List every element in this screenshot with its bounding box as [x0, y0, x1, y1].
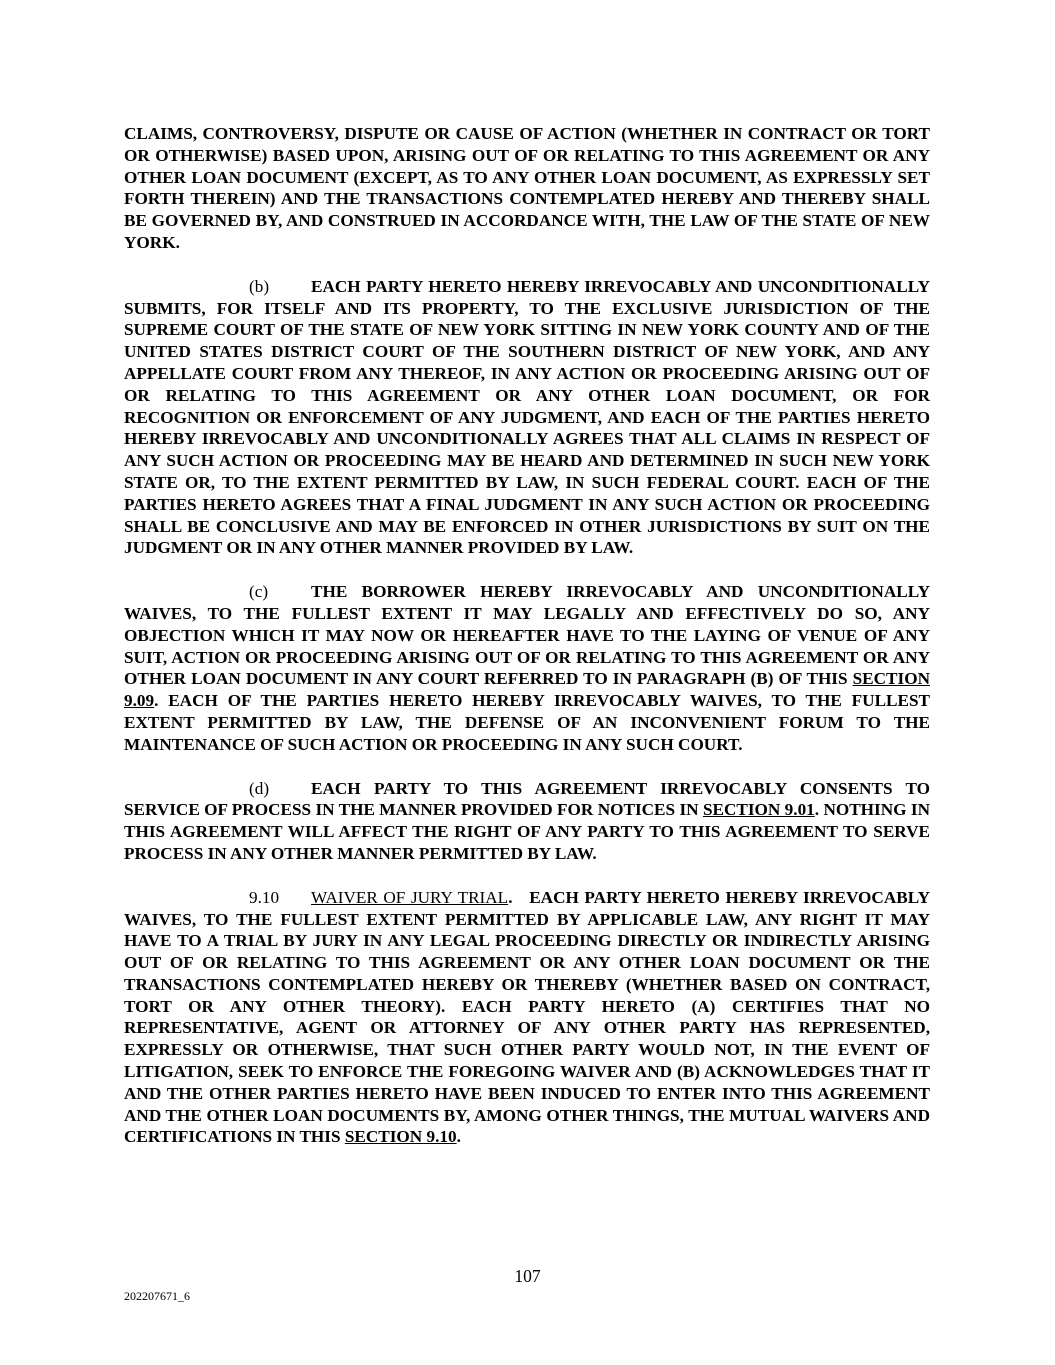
document-page: [124, 123, 930, 1148]
paragraph-b-label: (b): [249, 276, 270, 296]
paragraph-d-label: (d): [249, 778, 270, 798]
page-number: 107: [514, 1266, 541, 1286]
paragraph-d-text-before: EACH PARTY TO THIS AGREEMENT IRREVOCABLY CONSENTS TO SERVICE OF PROCESS IN THE MANNER PROVIDED FOR NOTICES IN: [124, 778, 930, 820]
section-9-10-number: 9.10: [249, 887, 280, 907]
section-9-01-reference: SECTION 9.01: [702, 800, 815, 820]
section-9-09-reference: SECTION 9.09: [124, 669, 930, 711]
section-9-10-text-after: .: [456, 1127, 461, 1147]
section-9-10-text-before: EACH PARTY HERETO HEREBY IRREVOCABLY WAIVES, TO THE FULLEST EXTENT PERMITTED BY APPLICABLE LAW, ANY RIGHT IT MAY HAVE TO A TRIAL BY JURY IN ANY LEGAL PROCEEDING DIRECTLY OR INDIRECTLY ARISING OUT OF OR RELATING TO THIS AGREEMENT OR ANY OTHER LOAN DOCUMENT OR THE TRANSACTIONS CONTEMPLATED HEREBY OR THEREBY (WHETHER BASED ON CONTRACT, TORT OR ANY OTHER THEORY). EACH PARTY HERETO (A) CERTIFIES THAT NO REPRESENTATIVE, AGENT OR ATTORNEY OF ANY OTHER PARTY HAS REPRESENTED, EXPRESSLY OR OTHERWISE, THAT SUCH OTHER PARTY WOULD NOT, IN THE EVENT OF LITIGATION, SEEK TO ENFORCE THE FOREGOING WAIVER AND (B) ACKNOWLEDGES THAT IT AND THE OTHER PARTIES HERETO HAVE BEEN INDUCED TO ENTER INTO THIS AGREEMENT AND THE OTHER LOAN DOCUMENTS BY, AMONG OTHER THINGS, THE MUTUAL WAIVERS AND CERTIFICATIONS IN THIS: [124, 887, 930, 1147]
section-9-10-heading: WAIVER OF JURY TRIAL: [311, 887, 509, 907]
paragraph-c-text-after: . EACH OF THE PARTIES HERETO HEREBY IRREVOCABLY WAIVES, TO THE FULLEST EXTENT PERMITTED BY LAW, THE DEFENSE OF AN INCONVENIENT FORUM TO THE MAINTENANCE OF SUCH ACTION OR PROCEEDING IN ANY SUCH COURT.: [124, 691, 930, 754]
paragraph-b: [124, 276, 930, 559]
paragraph-d-text-after: . NOTHING IN THIS AGREEMENT WILL AFFECT THE RIGHT OF ANY PARTY TO THIS AGREEMENT TO SERVE PROCESS IN ANY OTHER MANNER PERMITTED BY LAW.: [124, 800, 931, 863]
paragraph-d: [124, 778, 930, 865]
paragraph-c-text-before: THE BORROWER HEREBY IRREVOCABLY AND UNCONDITIONALLY WAIVES, TO THE FULLEST EXTENT IT MAY LEGALLY AND EFFECTIVELY DO SO, ANY OBJECTION WHICH IT MAY NOW OR HEREAFTER HAVE TO THE LAYING OF VENUE OF ANY SUIT, ACTION OR PROCEEDING ARISING OUT OF OR RELATING TO THIS AGREEMENT OR ANY OTHER LOAN DOCUMENT IN ANY COURT REFERRED TO IN PARAGRAPH (B) OF THIS: [124, 582, 930, 689]
section-9-10-heading-punct: .: [508, 887, 513, 907]
paragraph-c-label: (c): [249, 582, 269, 602]
paragraph-c: [124, 581, 930, 755]
document-id: 202207671_6: [124, 1289, 190, 1303]
section-9-10: [124, 887, 930, 1149]
section-9-10-reference: SECTION 9.10: [344, 1127, 457, 1147]
paragraph-a-continuation: CLAIMS, CONTROVERSY, DISPUTE OR CAUSE OF ACTION (WHETHER IN CONTRACT OR TORT OR OTHERWISE) BASED UPON, ARISING OUT OF OR RELATING TO THIS AGREEMENT OR ANY OTHER LOAN DOCUMENT (EXCEPT, AS TO ANY OTHER LOAN DOCUMENT, AS EXPRESSLY SET FORTH THEREIN) AND THE TRANSACTIONS CONTEMPLATED HEREBY AND THEREBY SHALL BE GOVERNED BY, AND CONSTRUED IN ACCORDANCE WITH, THE LAW OF THE STATE OF NEW YORK.: [124, 124, 930, 252]
paragraph-b-text: EACH PARTY HERETO HEREBY IRREVOCABLY AND UNCONDITIONALLY SUBMITS, FOR ITSELF AND ITS PROPERTY, TO THE EXCLUSIVE JURISDICTION OF THE SUPREME COURT OF THE STATE OF NEW YORK SITTING IN NEW YORK COUNTY AND OF THE UNITED STATES DISTRICT COURT OF THE SOUTHERN DISTRICT OF NEW YORK, AND ANY APPELLATE COURT FROM ANY THEREOF, IN ANY ACTION OR PROCEEDING ARISING OUT OF OR RELATING TO THIS AGREEMENT OR ANY OTHER LOAN DOCUMENT, OR FOR RECOGNITION OR ENFORCEMENT OF ANY JUDGMENT, AND EACH OF THE PARTIES HERETO HEREBY IRREVOCABLY AND UNCONDITIONALLY AGREES THAT ALL CLAIMS IN RESPECT OF ANY SUCH ACTION OR PROCEEDING MAY BE HEARD AND DETERMINED IN SUCH NEW YORK STATE OR, TO THE EXTENT PERMITTED BY LAW, IN SUCH FEDERAL COURT. EACH OF THE PARTIES HERETO AGREES THAT A FINAL JUDGMENT IN ANY SUCH ACTION OR PROCEEDING SHALL BE CONCLUSIVE AND MAY BE ENFORCED IN OTHER JURISDICTIONS BY SUIT ON THE JUDGMENT OR IN ANY OTHER MANNER PROVIDED BY LAW.: [124, 276, 930, 558]
